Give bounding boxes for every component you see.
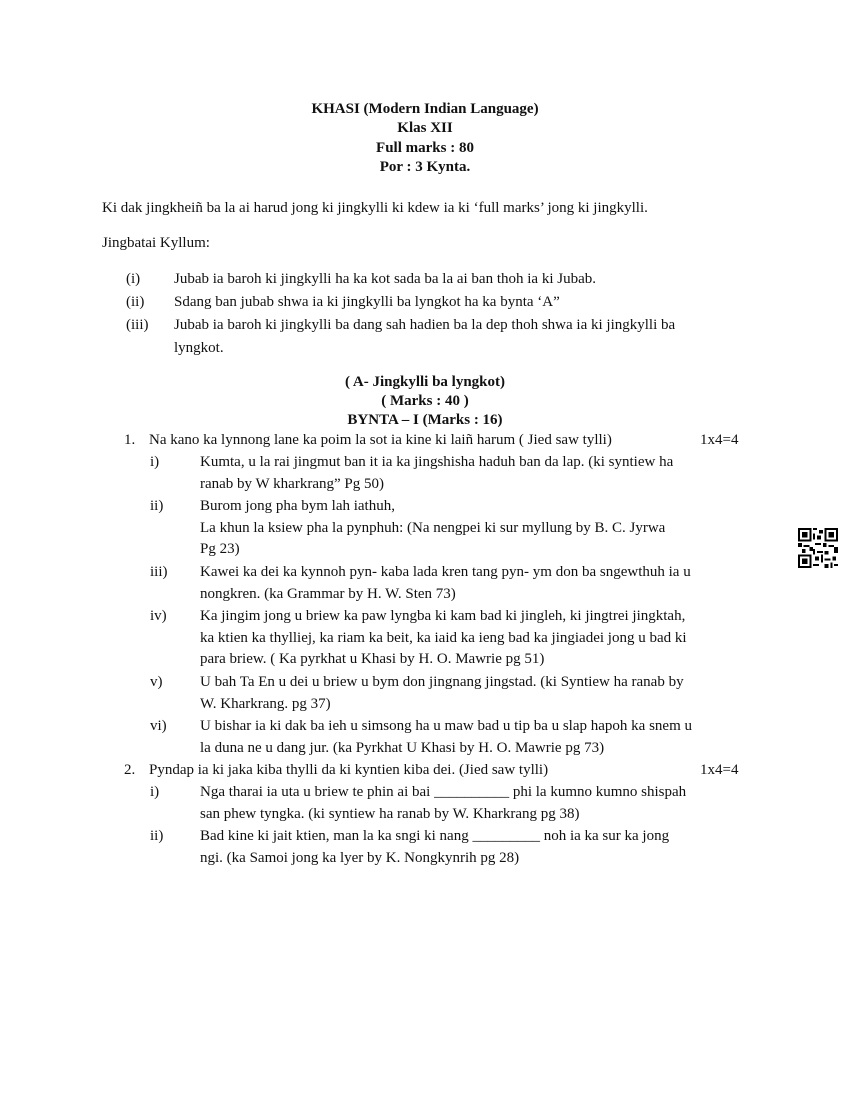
instruction-text: Sdang ban jubab shwa ia ki jingkylli ba lyngkot ha ka bynta ‘A”: [174, 294, 560, 310]
question-text: Pyndap ia ki jaka kiba thylli da ki kyntien kiba dei. (Jied saw tylli): [149, 762, 549, 778]
instruction-number: (iii): [126, 317, 149, 333]
sub-question-number: iv): [150, 608, 167, 624]
sub-question-number: i): [150, 784, 160, 800]
section-marks: ( Marks : 40 ): [381, 393, 469, 409]
question-number: 2.: [124, 762, 136, 778]
sub-question-text: La khun la ksiew pha la pynphuh: (Na nengpei ki sur myllung by B. C. Jyrwa: [200, 519, 666, 536]
instruction-number: (i): [126, 271, 141, 287]
section-part: BYNTA – I (Marks : 16): [347, 412, 503, 428]
sub-question-text: U bah Ta En u dei u briew u bym don jingnang jingstad. (ki Syntiew ha ranab by: [200, 674, 684, 690]
sub-question-number: ii): [150, 828, 164, 844]
sub-question-number: vi): [150, 718, 167, 734]
sub-question-text: Nga tharai ia uta u briew te phin ai bai __________ phi la kumno kumno shispah: [200, 784, 687, 800]
sub-question-number: iii): [150, 564, 168, 580]
sub-question-number: i): [150, 454, 160, 470]
section-title: ( A- Jingkylli ba lyngkot): [344, 374, 506, 390]
qr-code-icon: [798, 528, 838, 568]
sub-question-text: W. Kharkrang. pg 37): [200, 695, 331, 712]
sub-question-text: ranab by W kharkrang” Pg 50): [200, 475, 384, 492]
instruction-text: lyngkot.: [174, 340, 224, 356]
question-number: 1.: [124, 432, 136, 448]
question-text: Na kano ka lynnong lane ka poim la sot ia kine ki laiñ harum ( Jied saw tylli): [149, 432, 612, 448]
sub-question-text: Kumta, u la rai jingmut ban it ia ka jingshisha haduh ban da lap. (ki syntiew ha: [200, 454, 674, 470]
sub-question-text: la duna ne u dang jur. (ka Pyrkhat U Khasi by H. O. Mawrie pg 73): [200, 739, 605, 756]
sub-question-text: Pg 23): [200, 541, 240, 558]
exam-time: Por : 3 Kynta.: [379, 159, 471, 175]
exam-title: KHASI (Modern Indian Language): [311, 101, 539, 117]
instruction-text: Jubab ia baroh ki jingkylli ba dang sah hadien ba la dep thoh shwa ia ki jingkylli ba: [174, 317, 676, 333]
question-marks: 1x4=4: [700, 432, 739, 448]
instruction-number: (ii): [126, 294, 145, 310]
sub-question-text: Kawei ka dei ka kynnoh pyn- kaba lada kren tang pyn- ym don ba sngewthuh ia u: [200, 564, 691, 580]
question-marks: 1x4=4: [700, 762, 739, 778]
sub-question-text: Bad kine ki jait ktien, man la ka sngi ki nang _________ noh ia ka sur ka jong: [200, 828, 670, 844]
sub-question-number: v): [150, 674, 163, 690]
intro-text: Ki dak jingkheiñ ba la ai harud jong ki jingkylli ki kdew ia ki ‘full marks’ jong ki jingkylli.: [102, 200, 648, 216]
sub-question-text: U bishar ia ki dak ba ieh u simsong ha u maw bad u tip ba u slap hapoh ka snem u: [200, 718, 692, 734]
instruction-text: Jubab ia baroh ki jingkylli ha ka kot sada ba la ai ban thoh ia ki Jubab.: [174, 271, 596, 287]
sub-question-text: Burom jong pha bym lah iathuh,: [200, 498, 395, 514]
sub-question-text: nongkren. (ka Grammar by H. W. Sten 73): [200, 585, 456, 602]
sub-question-number: ii): [150, 498, 164, 514]
exam-full-marks: Full marks : 80: [376, 140, 474, 156]
sub-question-text: para briew. ( Ka pyrkhat u Khasi by H. O. Mawrie pg 51): [200, 651, 545, 668]
sub-question-text: Ka jingim jong u briew ka paw lyngba ki kam bad ki jingleh, ki jingtrei jingktah,: [200, 608, 686, 624]
sub-question-text: ngi. (ka Samoi jong ka lyer by K. Nongkynrih pg 28): [200, 849, 520, 866]
exam-class: Klas XII: [397, 120, 453, 136]
sub-question-text: san phew tyngka. (ki syntiew ha ranab by W. Kharkrang pg 38): [200, 805, 580, 822]
general-instructions-heading: Jingbatai Kyllum:: [102, 235, 210, 251]
sub-question-text: ka ktien ka thylliej, ka riam ka beit, ka iaid ka ieng bad ka jingiadei jong u bad ki: [200, 629, 687, 646]
